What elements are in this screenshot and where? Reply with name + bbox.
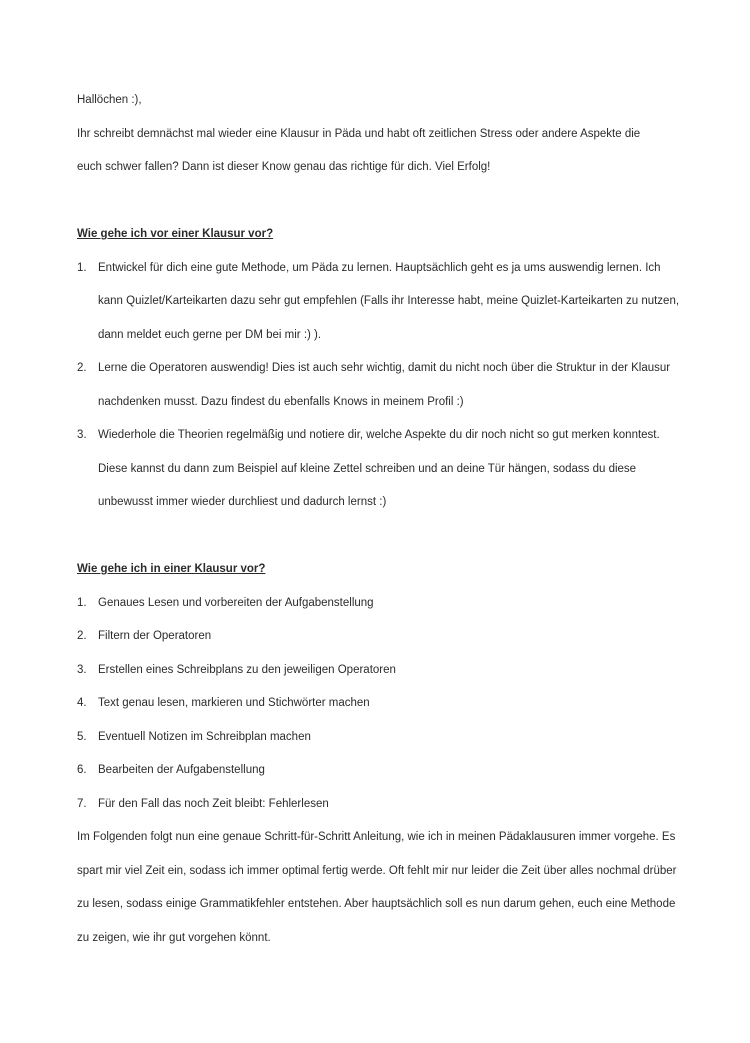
list-item-number: 6. (77, 764, 87, 776)
list-item-number: 3. (77, 663, 87, 676)
list-item-text: Für den Fall das noch Zeit bleibt: Fehlerlesen (98, 797, 329, 810)
list-item-text: Filtern der Operatoren (98, 630, 212, 642)
list-item (77, 788, 677, 822)
list-item-number: 2. (77, 630, 87, 642)
list-item-text: Erstellen eines Schreibplans zu den jeweiligen Operatoren (98, 663, 396, 676)
section-heading-before-exam: Wie gehe ich vor einer Klausur vor? (77, 228, 274, 240)
list-item (77, 419, 677, 520)
before-exam-list (77, 252, 680, 520)
list-item-text: Text genau lesen, markieren und Stichwörter machen (98, 697, 370, 709)
section-heading-during-exam: Wie gehe ich in einer Klausur vor? (77, 563, 266, 575)
list-item (77, 654, 677, 688)
list-item-number: 1. (77, 596, 87, 609)
during-exam-list (77, 587, 677, 822)
list-item-number: 4. (77, 697, 87, 709)
list-item-text: Genaues Lesen und vorbereiten der Aufgabenstellung (98, 596, 374, 609)
list-item-number: 3. (77, 429, 87, 441)
list-item (77, 252, 680, 353)
list-item (77, 352, 677, 419)
document-page (77, 84, 680, 955)
list-item-number: 5. (77, 730, 87, 743)
spacer (77, 185, 677, 219)
list-item-text: Wiederhole die Theorien regelmäßig und notiere dir, welche Aspekte du dir noch nicht so gut merken konntest. Diese kannst du dann zum Beispiel auf kleine Zettel schreiben und an deine Tür hängen, sodass du diese unbewusst immer wieder durchliest und dadurch lernst :) (98, 429, 660, 508)
list-item-text: Eventuell Notizen im Schreibplan machen (98, 730, 311, 743)
intro-line-2: euch schwer fallen? Dann ist dieser Know genau das richtige für dich. Viel Erfolg! (77, 161, 491, 173)
list-item (77, 721, 677, 755)
list-item-text: Entwickel für dich eine gute Methode, um Päda zu lernen. Hauptsächlich geht es ja ums auswendig lernen. Ich kann Quizlet/Karteikarten dazu sehr gut empfehlen (Falls ihr Interesse habt, meine Quizlet-Karteikarten zu nutzen, dann meldet euch gerne per DM bei mir :) ). (98, 261, 680, 341)
list-item (77, 687, 677, 721)
list-item-number: 2. (77, 362, 87, 374)
list-item (77, 754, 677, 788)
list-item-number: 7. (77, 797, 87, 810)
list-item-number: 1. (77, 261, 87, 274)
spacer (77, 520, 677, 554)
greeting: Hallöchen :), (77, 94, 142, 106)
intro-line-1: Ihr schreibt demnächst mal wieder eine Klausur in Päda und habt oft zeitlichen Stress oder andere Aspekte die (77, 127, 641, 140)
closing-paragraph: Im Folgenden folgt nun eine genaue Schritt-für-Schritt Anleitung, wie ich in meinen Pädaklausuren immer vorgehe. Es spart mir viel Zeit ein, sodass ich immer optimal fertig werde. Oft fehlt mir nur leider die Zeit über alles nochmal drüber zu lesen, sodass einige Grammatikfehler entstehen. Aber hauptsächlich soll es nun darum gehen, euch eine Methode zu zeigen, wie ihr gut vorgehen könnt. (77, 831, 677, 944)
list-item-text: Lerne die Operatoren auswendig! Dies ist auch sehr wichtig, damit du nicht noch über die Struktur in der Klausur nachdenken musst. Dazu findest du ebenfalls Knows in meinem Profil :) (98, 362, 671, 408)
list-item-text: Bearbeiten der Aufgabenstellung (98, 764, 265, 776)
list-item (77, 620, 677, 654)
list-item (77, 587, 677, 621)
